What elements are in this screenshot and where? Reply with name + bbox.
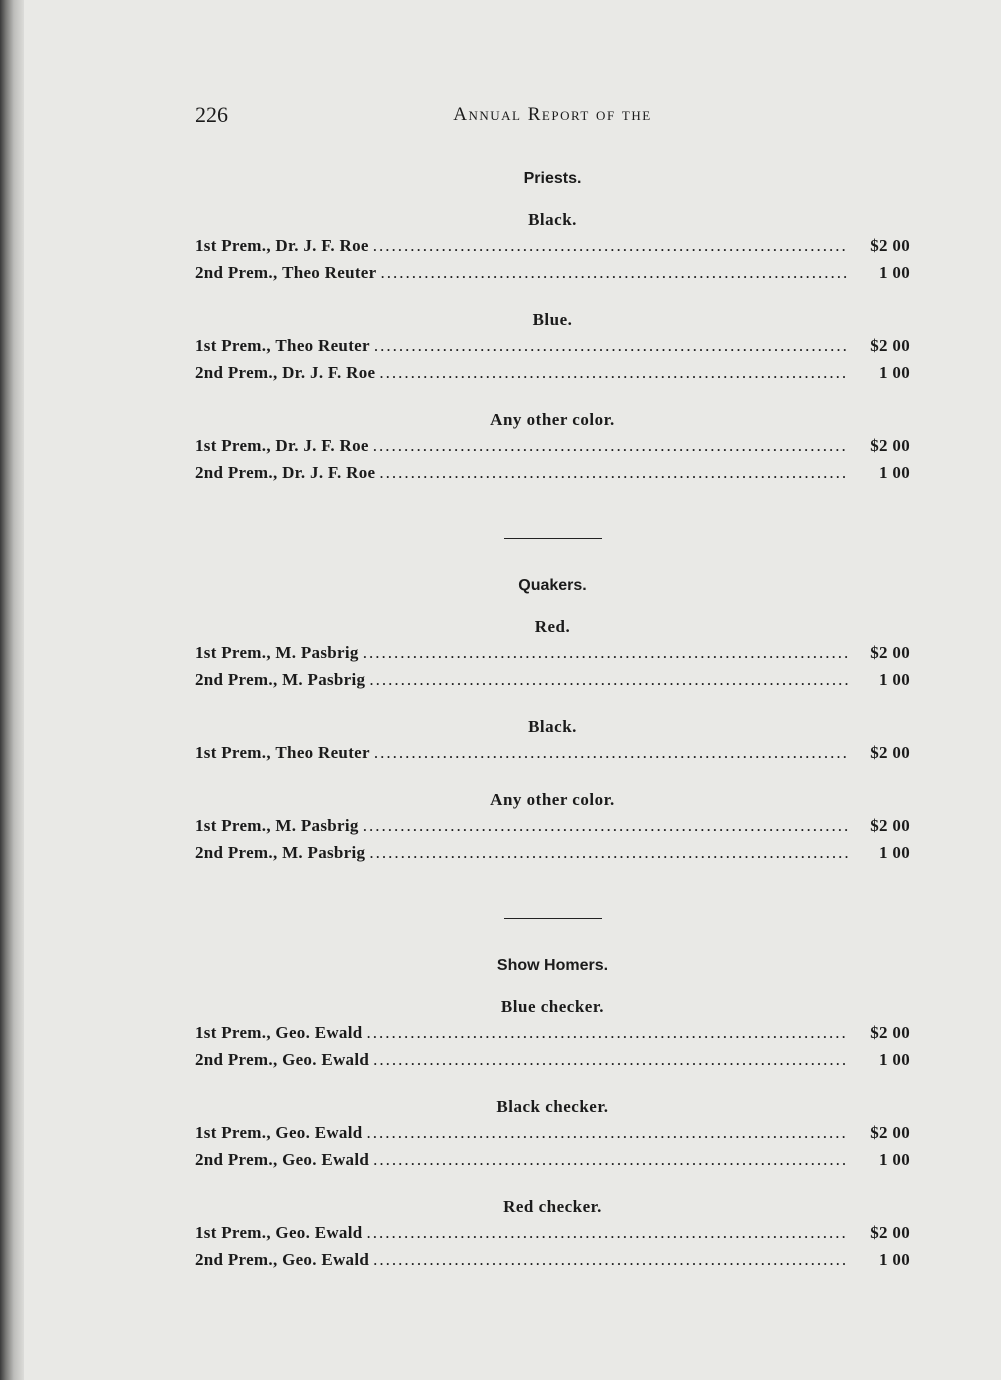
prize-amount: 1 00 <box>879 670 910 689</box>
premium-list <box>195 170 910 1277</box>
section-title: Show Homers. <box>496 957 609 974</box>
premium-place: 2nd Prem. <box>195 363 273 382</box>
comma-separator: , <box>272 263 283 282</box>
dot-leader <box>379 363 848 383</box>
comma-separator: , <box>266 643 276 662</box>
premium-entry <box>195 1023 910 1050</box>
comma-separator: , <box>266 1023 276 1042</box>
exhibitor-name: Dr. J. F. Roe <box>282 363 376 382</box>
dot-leader <box>373 1250 848 1270</box>
prize-amount: $2 00 <box>870 816 910 835</box>
premium-place: 1st Prem. <box>195 743 267 762</box>
color-class-title: Black. <box>528 717 577 736</box>
comma-separator: , <box>266 336 276 355</box>
premium-entry <box>195 816 910 843</box>
premium-place: 2nd Prem. <box>195 1250 273 1269</box>
comma-separator: , <box>272 1250 283 1269</box>
exhibitor-name: Geo. Ewald <box>282 1250 370 1269</box>
dot-leader <box>369 843 848 863</box>
premium-entry <box>195 643 910 670</box>
dot-leader <box>366 1023 848 1043</box>
page-header <box>195 100 910 134</box>
comma-separator: , <box>266 236 276 255</box>
color-class-title: Blue checker. <box>500 997 605 1016</box>
comma-separator: , <box>272 463 283 482</box>
exhibitor-name: Geo. Ewald <box>282 1150 370 1169</box>
prize-amount: 1 00 <box>879 263 910 282</box>
premium-place: 2nd Prem. <box>195 670 273 689</box>
premium-entry <box>195 363 910 390</box>
premium-place: 1st Prem. <box>195 1123 267 1142</box>
premium-place: 2nd Prem. <box>195 463 273 482</box>
comma-separator: , <box>272 363 283 382</box>
exhibitor-name: Theo Reuter <box>282 263 377 282</box>
page-number: 226 <box>195 102 228 127</box>
premium-place: 1st Prem. <box>195 336 267 355</box>
premium-entry <box>195 670 910 697</box>
exhibitor-name: Dr. J. F. Roe <box>275 236 369 255</box>
color-class-title: Black. <box>528 210 577 229</box>
comma-separator: , <box>266 436 276 455</box>
premium-place: 1st Prem. <box>195 1023 267 1042</box>
exhibitor-name: Geo. Ewald <box>282 1050 370 1069</box>
premium-place: 1st Prem. <box>195 236 267 255</box>
exhibitor-name: Geo. Ewald <box>275 1223 363 1242</box>
premium-place: 2nd Prem. <box>195 1050 273 1069</box>
prize-amount: $2 00 <box>870 1123 910 1142</box>
dot-leader <box>379 463 848 483</box>
dot-leader <box>366 1123 848 1143</box>
exhibitor-name: Theo Reuter <box>275 336 370 355</box>
prize-amount: $2 00 <box>870 643 910 662</box>
section-title: Quakers. <box>518 577 587 594</box>
section-title: Priests. <box>523 170 582 187</box>
prize-amount: 1 00 <box>879 1250 910 1269</box>
premium-place: 1st Prem. <box>195 1223 267 1242</box>
dot-leader <box>373 236 848 256</box>
prize-amount: 1 00 <box>879 843 910 862</box>
premium-entry <box>195 463 910 490</box>
premium-entry <box>195 336 910 363</box>
premium-entry <box>195 1223 910 1250</box>
comma-separator: , <box>266 743 276 762</box>
section <box>195 170 910 490</box>
dot-leader <box>374 743 848 763</box>
dot-leader <box>363 816 848 836</box>
color-class-title: Black checker. <box>496 1097 609 1116</box>
premium-entry <box>195 436 910 463</box>
dot-leader <box>366 1223 848 1243</box>
prize-amount: 1 00 <box>879 1150 910 1169</box>
premium-place: 1st Prem. <box>195 643 267 662</box>
color-class-title: Any other color. <box>490 790 615 809</box>
premium-entry <box>195 236 910 263</box>
prize-amount: $2 00 <box>870 1023 910 1042</box>
section-divider <box>504 538 602 539</box>
premium-entry <box>195 1123 910 1150</box>
book-spine-shadow <box>0 0 24 1380</box>
premium-entry <box>195 843 910 870</box>
premium-place: 1st Prem. <box>195 436 267 455</box>
comma-separator: , <box>266 816 276 835</box>
exhibitor-name: Dr. J. F. Roe <box>282 463 376 482</box>
premium-place: 2nd Prem. <box>195 843 273 862</box>
exhibitor-name: M. Pasbrig <box>275 643 359 662</box>
premium-place: 1st Prem. <box>195 816 267 835</box>
exhibitor-name: Geo. Ewald <box>275 1023 363 1042</box>
prize-amount: $2 00 <box>870 1223 910 1242</box>
dot-leader <box>369 670 848 690</box>
prize-amount: 1 00 <box>879 1050 910 1069</box>
premium-entry <box>195 1050 910 1077</box>
prize-amount: $2 00 <box>870 743 910 762</box>
dot-leader <box>373 436 848 456</box>
prize-amount: $2 00 <box>870 336 910 355</box>
prize-amount: $2 00 <box>870 236 910 255</box>
dot-leader <box>380 263 848 283</box>
exhibitor-name: Theo Reuter <box>275 743 370 762</box>
comma-separator: , <box>272 843 283 862</box>
section-divider <box>504 918 602 919</box>
exhibitor-name: M. Pasbrig <box>275 816 359 835</box>
color-class-title: Any other color. <box>490 410 615 429</box>
color-class-title: Blue. <box>532 310 573 329</box>
running-title: Annual Report of the <box>453 104 652 125</box>
prize-amount: $2 00 <box>870 436 910 455</box>
comma-separator: , <box>272 670 283 689</box>
premium-entry <box>195 1150 910 1177</box>
premium-entry <box>195 1250 910 1277</box>
premium-place: 2nd Prem. <box>195 263 273 282</box>
color-class-title: Red. <box>534 617 571 636</box>
prize-amount: 1 00 <box>879 363 910 382</box>
document-page <box>195 100 910 1277</box>
exhibitor-name: M. Pasbrig <box>282 670 366 689</box>
exhibitor-name: Geo. Ewald <box>275 1123 363 1142</box>
comma-separator: , <box>272 1050 283 1069</box>
exhibitor-name: Dr. J. F. Roe <box>275 436 369 455</box>
premium-entry <box>195 743 910 770</box>
comma-separator: , <box>266 1123 276 1142</box>
premium-place: 2nd Prem. <box>195 1150 273 1169</box>
dot-leader <box>363 643 848 663</box>
dot-leader <box>373 1150 848 1170</box>
section <box>195 957 910 1277</box>
exhibitor-name: M. Pasbrig <box>282 843 366 862</box>
color-class-title: Red checker. <box>503 1197 602 1216</box>
premium-entry <box>195 263 910 290</box>
comma-separator: , <box>266 1223 276 1242</box>
section <box>195 577 910 870</box>
prize-amount: 1 00 <box>879 463 910 482</box>
dot-leader <box>373 1050 848 1070</box>
comma-separator: , <box>272 1150 283 1169</box>
dot-leader <box>374 336 848 356</box>
